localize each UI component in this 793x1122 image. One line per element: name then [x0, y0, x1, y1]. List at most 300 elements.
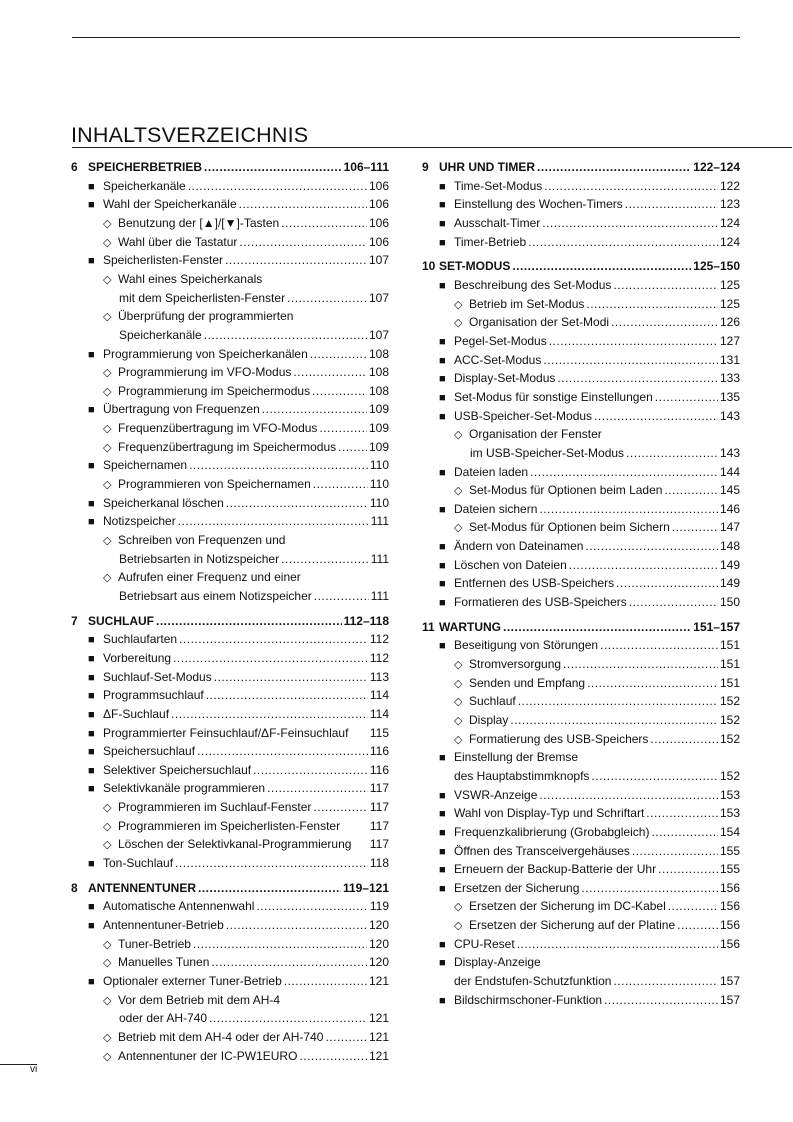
- entry-label: Frequenzübertragung im VFO-Modus: [118, 421, 318, 436]
- toc-entry[interactable]: [422, 444, 740, 463]
- entry-page: 152: [719, 713, 740, 728]
- section-number: 9: [422, 160, 429, 174]
- section-heading[interactable]: [71, 612, 389, 631]
- entry-page: 147: [719, 520, 740, 535]
- page-number: vi: [30, 1064, 38, 1075]
- toc-entry[interactable]: [71, 400, 389, 419]
- section-number: 6: [71, 160, 78, 174]
- section-pages: 122–124: [693, 160, 740, 174]
- toc-entry[interactable]: [422, 313, 740, 332]
- square-bullet-icon: ■: [439, 373, 446, 386]
- entry-label: Manuelles Tunen: [118, 955, 210, 970]
- toc-entry[interactable]: [422, 195, 740, 214]
- entry-label: Ausschalt-Timer: [454, 216, 541, 231]
- diamond-bullet-icon: ◇: [454, 733, 463, 746]
- leader-dots: [198, 879, 341, 898]
- entry-label: der Endstufen-Schutzfunktion: [454, 974, 612, 989]
- toc-entry[interactable]: [422, 897, 740, 916]
- entry-page: 112: [369, 632, 389, 647]
- entry-label: Display-Set-Modus: [454, 371, 556, 386]
- entry-page: 118: [369, 856, 389, 871]
- leader-dots: [585, 537, 718, 556]
- diamond-bullet-icon: ◇: [103, 274, 112, 286]
- entry-page: 114: [369, 688, 389, 703]
- toc-entry[interactable]: [71, 817, 389, 836]
- square-bullet-icon: ■: [439, 578, 446, 591]
- square-bullet-icon: ■: [88, 199, 95, 212]
- square-bullet-icon: ■: [439, 957, 446, 970]
- toc-entry[interactable]: [71, 456, 389, 475]
- diamond-bullet-icon: ◇: [103, 311, 112, 324]
- leader-dots: [173, 649, 368, 668]
- leader-dots: [518, 692, 718, 711]
- leader-dots: [338, 438, 367, 457]
- entry-page: 152: [719, 694, 740, 709]
- toc-entry[interactable]: [71, 1028, 389, 1047]
- diamond-bullet-icon: ◇: [103, 534, 112, 547]
- diamond-bullet-icon: ◇: [454, 696, 463, 709]
- toc-entry[interactable]: [71, 1009, 389, 1028]
- toc-entry[interactable]: [71, 835, 389, 854]
- entry-page: 117: [369, 781, 389, 796]
- entry-page: 151: [719, 638, 740, 653]
- entry-label: Betrieb mit dem AH-4 oder der AH-740: [118, 1029, 324, 1044]
- toc-entry[interactable]: [422, 537, 740, 556]
- toc-entry[interactable]: [71, 991, 389, 1010]
- toc-entry[interactable]: [71, 568, 389, 587]
- toc-entry[interactable]: [71, 798, 389, 817]
- toc-section: [71, 158, 389, 606]
- entry-page: 106: [368, 216, 389, 231]
- toc-entry[interactable]: [422, 842, 740, 861]
- entry-page: 133: [719, 371, 740, 386]
- entry-page: 119: [369, 899, 389, 914]
- toc-entry[interactable]: [422, 214, 740, 233]
- square-bullet-icon: ■: [88, 460, 95, 473]
- entry-label: Überprüfung der programmierten: [118, 309, 294, 324]
- toc-entry[interactable]: [422, 674, 740, 693]
- entry-label: Wahl über die Tastatur: [118, 234, 238, 249]
- leader-dots: [319, 419, 367, 438]
- diamond-bullet-icon: ◇: [103, 423, 112, 436]
- square-bullet-icon: ■: [88, 516, 95, 529]
- diamond-bullet-icon: ◇: [103, 994, 112, 1007]
- entry-label: Selektiver Speichersuchlauf: [103, 762, 252, 777]
- toc-entry[interactable]: [71, 438, 389, 457]
- entry-page: 109: [368, 421, 389, 436]
- leader-dots: [528, 233, 718, 252]
- leader-dots: [253, 761, 368, 780]
- entry-label: Vor dem Betrieb mit dem AH-4: [118, 992, 281, 1007]
- section-heading[interactable]: [71, 158, 389, 177]
- entry-page: 149: [719, 557, 740, 572]
- toc-entry[interactable]: [422, 823, 740, 842]
- toc-entry[interactable]: [422, 636, 740, 655]
- leader-dots: [664, 481, 718, 500]
- square-bullet-icon: ■: [88, 858, 95, 871]
- toc-entry[interactable]: [71, 972, 389, 991]
- entry-label: Suchlaufarten: [103, 632, 178, 647]
- toc-entry[interactable]: [71, 686, 389, 705]
- title-rule: [72, 147, 792, 148]
- toc-entry[interactable]: [422, 860, 740, 879]
- toc-entry[interactable]: [422, 655, 740, 674]
- entry-page: 152: [719, 768, 740, 783]
- leader-dots: [543, 351, 718, 370]
- toc-entry[interactable]: [71, 587, 389, 606]
- toc-entry[interactable]: [422, 972, 740, 991]
- square-bullet-icon: ■: [439, 503, 446, 516]
- toc-entry[interactable]: [71, 724, 389, 743]
- leader-dots: [204, 326, 367, 345]
- entry-label: Dateien laden: [454, 464, 529, 479]
- toc-entry[interactable]: [71, 649, 389, 668]
- square-bullet-icon: ■: [88, 180, 95, 193]
- entry-page: 124: [719, 234, 740, 249]
- toc-entry[interactable]: [422, 879, 740, 898]
- square-bullet-icon: ■: [439, 826, 446, 839]
- toc-entry[interactable]: [71, 363, 389, 382]
- entry-label: Display-Anzeige: [454, 955, 541, 970]
- entry-label: Ersetzen der Sicherung im DC-Kabel: [469, 899, 666, 914]
- toc-entry[interactable]: [71, 779, 389, 798]
- leader-dots: [239, 233, 367, 252]
- entry-label: ACC-Set-Modus: [454, 352, 542, 367]
- entry-page: 143: [719, 408, 740, 423]
- leader-dots: [310, 345, 367, 364]
- toc-entry[interactable]: [71, 494, 389, 513]
- entry-label: Programmieren von Speichernamen: [118, 477, 311, 492]
- leader-dots: [284, 972, 367, 991]
- diamond-bullet-icon: ◇: [103, 820, 112, 833]
- leader-dots: [611, 313, 718, 332]
- square-bullet-icon: ■: [439, 845, 446, 858]
- toc-entry[interactable]: [422, 786, 740, 805]
- entry-label: mit dem Speicherlisten-Fenster: [119, 290, 286, 305]
- entry-page: 106: [368, 234, 389, 249]
- toc-entry[interactable]: [422, 748, 740, 767]
- entry-page: 131: [719, 352, 740, 367]
- diamond-bullet-icon: ◇: [454, 485, 463, 498]
- toc-entry[interactable]: [71, 953, 389, 972]
- square-bullet-icon: ■: [439, 789, 446, 802]
- entry-label: Wahl von Display-Typ und Schriftart: [454, 806, 645, 821]
- entry-label: Formatierung des USB-Speichers: [469, 731, 649, 746]
- leader-dots: [613, 276, 718, 295]
- section-heading[interactable]: [422, 618, 740, 637]
- toc-entry[interactable]: [71, 668, 389, 687]
- square-bullet-icon: ■: [88, 783, 95, 796]
- entry-label: Bildschirmschoner-Funktion: [454, 992, 603, 1007]
- entry-page: 149: [719, 576, 740, 591]
- toc-entry[interactable]: [71, 935, 389, 954]
- entry-page: 156: [719, 880, 740, 895]
- entry-page: 113: [369, 669, 389, 684]
- toc-entry[interactable]: [422, 177, 740, 196]
- section-title: ANTENNENTUNER: [88, 880, 196, 895]
- toc-entry[interactable]: [422, 369, 740, 388]
- toc-entry[interactable]: [422, 351, 740, 370]
- square-bullet-icon: ■: [88, 920, 95, 933]
- section-number: 10: [422, 259, 436, 274]
- leader-dots: [226, 916, 367, 935]
- entry-label: Entfernen des USB-Speichers: [454, 576, 615, 591]
- entry-label: Betrieb im Set-Modus: [469, 296, 585, 311]
- entry-page: 106: [368, 197, 389, 212]
- leader-dots: [650, 730, 718, 749]
- entry-label: Organisation der Set-Modi: [469, 315, 610, 330]
- toc-entry[interactable]: [422, 804, 740, 823]
- square-bullet-icon: ■: [88, 746, 95, 759]
- diamond-bullet-icon: ◇: [454, 715, 463, 728]
- diamond-bullet-icon: ◇: [103, 236, 112, 249]
- toc-entry[interactable]: [71, 270, 389, 289]
- entry-label: Einstellung des Wochen-Timers: [454, 197, 623, 212]
- toc-entry[interactable]: [422, 276, 740, 295]
- entry-page: 156: [719, 899, 740, 914]
- toc-entry[interactable]: [71, 531, 389, 550]
- diamond-bullet-icon: ◇: [103, 938, 112, 951]
- section-number: 8: [71, 880, 78, 895]
- leader-dots: [616, 574, 718, 593]
- entry-label: Dateien sichern: [454, 501, 538, 516]
- diamond-bullet-icon: ◇: [103, 1031, 112, 1044]
- toc-entry[interactable]: [71, 345, 389, 364]
- leader-dots: [626, 444, 718, 463]
- square-bullet-icon: ■: [88, 708, 95, 721]
- leader-dots: [256, 897, 367, 916]
- leader-dots: [178, 512, 369, 531]
- leader-dots: [549, 332, 718, 351]
- leader-dots: [239, 195, 367, 214]
- entry-page: 106: [368, 178, 389, 193]
- toc-entry[interactable]: [422, 711, 740, 730]
- section-pages: 119–121: [342, 880, 389, 895]
- toc-entry[interactable]: [422, 481, 740, 500]
- leader-dots: [569, 556, 718, 575]
- toc-entry[interactable]: [422, 953, 740, 972]
- entry-page: 117: [369, 818, 389, 833]
- entry-page: 135: [719, 390, 740, 404]
- entry-page: 148: [719, 539, 740, 554]
- entry-label: Wahl eines Speicherkanals: [118, 272, 263, 286]
- leader-dots: [281, 214, 367, 233]
- section-title: WARTUNG: [439, 619, 501, 634]
- section-heading[interactable]: [71, 879, 389, 898]
- section-pages: 125–150: [693, 259, 740, 274]
- toc-entry[interactable]: [71, 289, 389, 308]
- square-bullet-icon: ■: [439, 218, 446, 231]
- entry-page: 115: [369, 725, 389, 740]
- entry-page: 157: [719, 974, 740, 989]
- toc-entry[interactable]: [71, 233, 389, 252]
- entry-label: Tuner-Betrieb: [118, 936, 191, 951]
- toc-entry[interactable]: [422, 556, 740, 575]
- leader-dots: [189, 456, 368, 475]
- entry-label: Ersetzen der Sicherung auf der Platine: [469, 918, 676, 933]
- toc-entry[interactable]: [422, 767, 740, 786]
- entry-label: Speicherlisten-Fenster: [103, 253, 224, 268]
- toc-entry[interactable]: [71, 854, 389, 873]
- entry-label: Aufrufen einer Frequenz und einer: [118, 570, 301, 585]
- entry-page: 121: [368, 1029, 389, 1044]
- toc-entry[interactable]: [422, 692, 740, 711]
- entry-label: Speichernamen: [103, 458, 188, 473]
- toc-entry[interactable]: [71, 195, 389, 214]
- entry-page: 152: [719, 731, 740, 746]
- entry-label: Antennentuner der IC-PW1EURO: [118, 1048, 298, 1063]
- square-bullet-icon: ■: [439, 280, 446, 293]
- leader-dots: [503, 618, 691, 637]
- section-heading[interactable]: [422, 257, 740, 276]
- toc-entry[interactable]: [422, 388, 740, 407]
- toc-entry[interactable]: [71, 512, 389, 531]
- entry-label: Antennentuner-Betrieb: [103, 918, 224, 933]
- toc-entry[interactable]: [71, 307, 389, 326]
- toc-entry[interactable]: [71, 177, 389, 196]
- entry-label: Programmierter Feinsuchlauf/ΔF-Feinsuchlauf: [103, 725, 349, 740]
- toc-entry[interactable]: [422, 332, 740, 351]
- diamond-bullet-icon: ◇: [454, 429, 463, 442]
- square-bullet-icon: ■: [439, 938, 446, 951]
- diamond-bullet-icon: ◇: [103, 479, 112, 492]
- toc-entry[interactable]: [422, 407, 740, 426]
- diamond-bullet-icon: ◇: [454, 677, 463, 690]
- section-title: SUCHLAUF: [88, 613, 154, 628]
- section-number: 11: [422, 619, 435, 634]
- entry-label: Programmsuchlauf: [103, 688, 204, 703]
- leader-dots: [629, 593, 718, 612]
- entry-label: oder der AH-740: [119, 1011, 208, 1026]
- square-bullet-icon: ■: [439, 410, 446, 423]
- leader-dots: [604, 991, 718, 1010]
- toc-entry[interactable]: [71, 550, 389, 569]
- leader-dots: [188, 177, 367, 196]
- toc-entry[interactable]: [71, 742, 389, 761]
- entry-page: 107: [368, 327, 389, 342]
- entry-label: Betriebsart aus einem Notizspeicher: [119, 588, 312, 603]
- entry-page: 151: [719, 657, 740, 672]
- diamond-bullet-icon: ◇: [454, 522, 463, 535]
- leader-dots: [668, 897, 718, 916]
- section-heading[interactable]: [422, 158, 740, 177]
- entry-page: 111: [370, 514, 389, 529]
- leader-dots: [175, 854, 368, 873]
- entry-page: 156: [719, 936, 740, 951]
- entry-label: Speicherkanäle: [103, 178, 186, 193]
- toc-entry[interactable]: [71, 705, 389, 724]
- entry-label: Suchlauf-Set-Modus: [103, 669, 212, 684]
- square-bullet-icon: ■: [88, 764, 95, 777]
- toc-entry[interactable]: [71, 475, 389, 494]
- toc-entry[interactable]: [422, 593, 740, 612]
- square-bullet-icon: ■: [439, 199, 446, 212]
- entry-label: Stromversorgung: [469, 657, 562, 672]
- leader-dots: [539, 786, 718, 805]
- entry-label: Wahl der Speicherkanäle: [103, 197, 237, 212]
- leader-dots: [211, 953, 367, 972]
- toc-entry[interactable]: [71, 326, 389, 345]
- square-bullet-icon: ■: [88, 727, 95, 740]
- entry-label: Löschen von Dateien: [454, 557, 567, 572]
- top-rule: [72, 37, 740, 38]
- section-title: UHR UND TIMER: [439, 160, 535, 174]
- leader-dots: [226, 494, 368, 513]
- toc-entry[interactable]: [422, 295, 740, 314]
- diamond-bullet-icon: ◇: [103, 839, 112, 852]
- entry-label: Organisation der Fenster: [469, 427, 602, 442]
- toc-entry[interactable]: [422, 730, 740, 749]
- leader-dots: [563, 655, 718, 674]
- entry-label: Formatieren des USB-Speichers: [454, 595, 627, 610]
- toc-entry[interactable]: [422, 518, 740, 537]
- entry-page: 157: [719, 992, 740, 1007]
- entry-label: Pegel-Set-Modus: [454, 334, 547, 349]
- toc-entry[interactable]: [71, 916, 389, 935]
- entry-page: 145: [719, 483, 740, 498]
- entry-label: Time-Set-Modus: [454, 178, 543, 193]
- entry-label: Übertragung von Frequenzen: [103, 402, 260, 417]
- toc-entry[interactable]: [422, 916, 740, 935]
- toc-entry[interactable]: [422, 463, 740, 482]
- square-bullet-icon: ■: [439, 541, 446, 554]
- toc-entry[interactable]: [422, 425, 740, 444]
- leader-dots: [581, 879, 718, 898]
- entry-label: Programmieren im Speicherlisten-Fenster: [118, 818, 341, 833]
- toc-entry[interactable]: [422, 935, 740, 954]
- toc-entry[interactable]: [71, 251, 389, 270]
- entry-page: 116: [369, 744, 389, 759]
- diamond-bullet-icon: ◇: [454, 317, 463, 330]
- leader-dots: [314, 587, 369, 606]
- toc-entry[interactable]: [71, 761, 389, 780]
- leader-dots: [632, 842, 718, 861]
- entry-label: Löschen der Selektivkanal-Programmierung: [118, 837, 352, 852]
- entry-page: 114: [369, 706, 389, 721]
- entry-page: 155: [719, 843, 740, 858]
- entry-page: 155: [719, 862, 740, 877]
- leader-dots: [677, 916, 718, 935]
- diamond-bullet-icon: ◇: [103, 1050, 112, 1063]
- toc-section: [71, 612, 389, 873]
- entry-label: Speicherkanal löschen: [103, 495, 224, 510]
- leader-dots: [281, 550, 369, 569]
- toc-entry[interactable]: [422, 574, 740, 593]
- section-title: SPEICHERBETRIEB: [88, 160, 203, 174]
- toc-entry[interactable]: [71, 897, 389, 916]
- square-bullet-icon: ■: [88, 348, 95, 361]
- toc-entry[interactable]: [71, 630, 389, 649]
- toc-entry[interactable]: [422, 233, 740, 252]
- leader-dots: [313, 798, 367, 817]
- square-bullet-icon: ■: [88, 497, 95, 510]
- entry-label: Automatische Antennenwahl: [103, 899, 255, 914]
- entry-page: 121: [368, 1048, 389, 1063]
- toc-entry[interactable]: [71, 419, 389, 438]
- leader-dots: [510, 711, 718, 730]
- toc-entry[interactable]: [422, 500, 740, 519]
- entry-label: des Hauptabstimmknopfs: [454, 768, 590, 783]
- diamond-bullet-icon: ◇: [103, 957, 112, 970]
- square-bullet-icon: ■: [88, 690, 95, 703]
- toc-entry[interactable]: [71, 382, 389, 401]
- square-bullet-icon: ■: [88, 671, 95, 684]
- toc-left-column: [71, 158, 389, 1071]
- square-bullet-icon: ■: [439, 808, 446, 821]
- toc-entry[interactable]: [71, 214, 389, 233]
- toc-entry[interactable]: [71, 1047, 389, 1066]
- toc-entry[interactable]: [422, 991, 740, 1010]
